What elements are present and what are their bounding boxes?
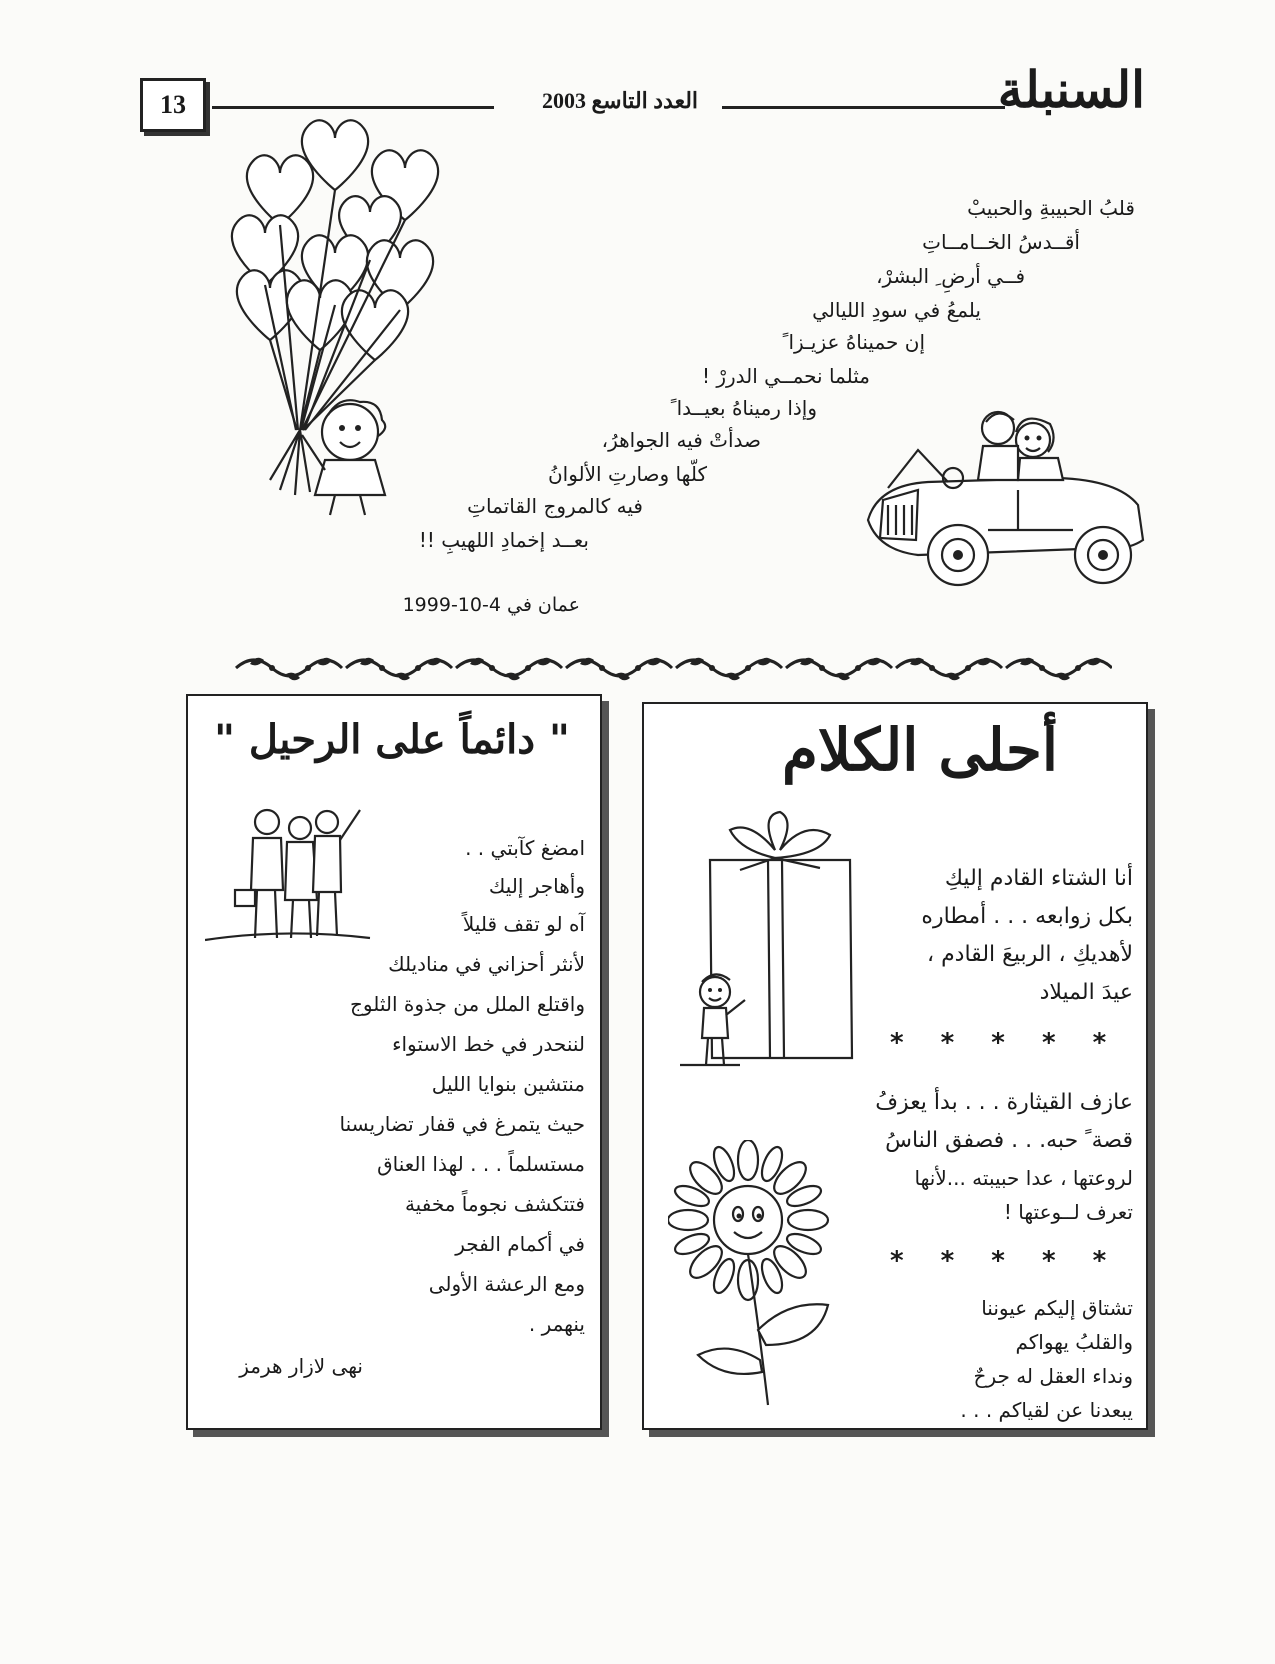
right-stanza2-line-1: عازف القيثارة . . . بدأ يعزفُ (875, 1090, 1133, 1115)
left-line-10: فتتكشف نجوماً مخفية (404, 1192, 585, 1216)
right-stanza3-line-1: تشتاق إليكم عيوننا (981, 1296, 1133, 1320)
right-stanza2-line-3: لروعتها ، عدا حبيبته ...لأنها (914, 1166, 1133, 1190)
poem-author: نهى لازار هرمز (239, 1354, 363, 1378)
poem-line-6: مثلما نحمــي الدررْ ! (701, 364, 870, 388)
right-stanza1-line-1: أنا الشتاء القادم إليكِ (944, 866, 1133, 891)
right-stanza3-line-2: والقلبُ يهواكم (1015, 1330, 1133, 1354)
vintage-car-icon (858, 410, 1158, 600)
heart-balloons-icon (210, 110, 460, 530)
poem-line-2: أقــدسُ الخــامــاتِ (922, 230, 1080, 254)
right-stanza1-line-4: عيدَ الميلاد (1039, 980, 1133, 1005)
page-number: 13 (140, 78, 206, 132)
poem-line-11: بعــد إخمادِ اللهيبِ !! (418, 528, 589, 552)
right-stanza1-line-2: بكل زوابعه . . . أمطاره (921, 904, 1133, 929)
right-box-title: أحلى الكلام (781, 716, 1059, 784)
left-line-4: لأنثر أحزاني في مناديلك (388, 952, 585, 976)
left-line-6: لننحدر في خط الاستواء (392, 1032, 585, 1056)
poem-place-date: عمان في 4-10-1999 (402, 594, 580, 616)
left-line-7: منتشين بنوايا الليل (431, 1072, 585, 1096)
issue-label: العدد التاسع 2003 (541, 88, 699, 113)
right-stanza3-line-3: ونداء العقل له جرحٌ (973, 1364, 1133, 1388)
stars-separator-1: * * * * * (890, 1028, 1121, 1058)
right-stanza3-line-4: يبعدنا عن لقياكم . . . (960, 1398, 1133, 1422)
right-stanza2-line-2: قصة ً حبه. . . فصفق الناسُ (885, 1128, 1133, 1153)
poem-line-4: يلمعُ في سودِ الليالي (812, 298, 981, 322)
right-stanza1-line-3: لأهديكِ ، الربيعَ القادم ، (926, 942, 1133, 967)
poem-line-3: فــي أرضِ ِ البشرْ، (876, 264, 1025, 288)
poem-line-7: وإذا رميناهُ بعيــدا ً (670, 396, 817, 420)
brand-logo: السنبلة (997, 60, 1145, 119)
poem-line-8: صدأتْ فيه الجواهرُ، (601, 428, 761, 452)
poem-line-9: كلّها وصارتِ الألوانُ (547, 462, 707, 486)
vine-ornament-icon (232, 650, 1112, 686)
left-line-11: في أكمام الفجر (455, 1232, 585, 1256)
group-people-icon (205, 800, 375, 950)
left-line-1: امضغ كآبتي . . (465, 836, 585, 860)
left-line-8: حيث يتمرغ في قفار تضاريسنا (339, 1112, 585, 1136)
header-rule-right (722, 106, 1005, 109)
left-line-5: واقتلع الملل من جذوة الثلوج (350, 992, 585, 1016)
left-line-12: ومع الرعشة الأولى (428, 1272, 585, 1296)
poem-line-5: إن حميناهُ عزيـزا ً (782, 330, 925, 354)
sunflower-icon (668, 1140, 858, 1410)
header-rule-left (212, 106, 494, 109)
left-line-9: مستسلماً . . . لهذا العناق (377, 1152, 585, 1176)
poem-line-10: فيه كالمروج القاتماتِ (467, 494, 643, 518)
poem-line-1: قلبُ الحبيبةِ والحبيبْ (967, 196, 1135, 220)
gift-box-icon (680, 810, 870, 1070)
left-line-3: آه لو تقف قليلاً (462, 912, 585, 936)
right-stanza2-line-4: تعرف لــوعتها ! (1003, 1200, 1133, 1224)
stars-separator-2: * * * * * (890, 1246, 1121, 1276)
left-line-2: وأهاجر إليك (488, 874, 585, 898)
left-line-13: ينهمر . (528, 1312, 585, 1336)
left-box-title: " دائماً على الرحيل " (214, 716, 570, 763)
